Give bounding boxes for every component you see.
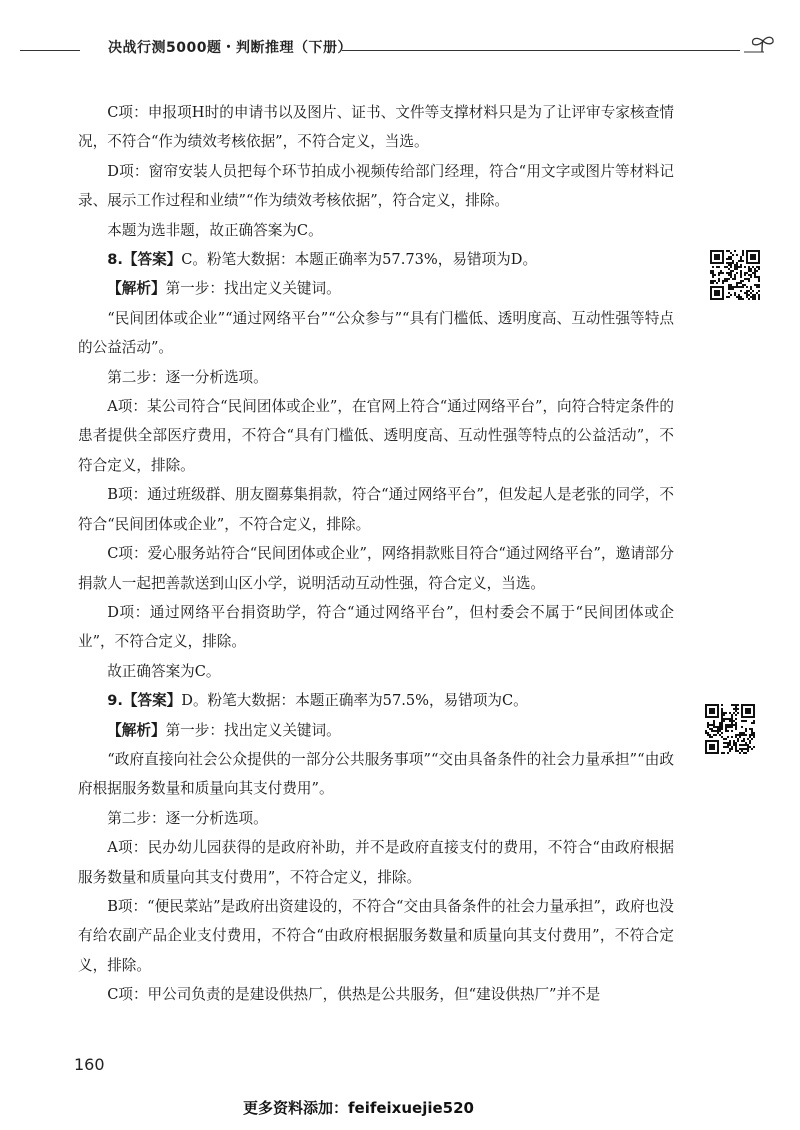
- qr-code-q9: [705, 704, 755, 754]
- page-header: [20, 34, 780, 64]
- paragraph: 故正确答案为C。: [107, 662, 221, 680]
- paragraph: “政府直接向社会公众提供的一部分公共服务事项”“交由具备条件的社会力量承担”“由政府根据服务数量和质量向其支付费用”。: [78, 750, 674, 798]
- paragraph: “民间团体或企业”“通过网络平台”“公众参与”“具有门槛低、透明度高、互动性强等特点的公益活动”。: [78, 309, 674, 357]
- paragraph: 第二步：逐一分析选项。: [107, 368, 268, 386]
- paragraph: C项：爱心服务站符合“民间团体或企业”，网络捐款账目符合“通过网络平台”，邀请部分捐款人一起把善款送到山区小学，说明活动互动性强，符合定义，当选。: [78, 545, 674, 592]
- paragraph: D项：通过网络平台捐资助学，符合“通过网络平台”，但村委会不属于“民间团体或企业”，不符合定义，排除。: [78, 603, 674, 651]
- paragraph: 第二步：逐一分析选项。: [107, 809, 268, 827]
- analysis-line-q9: 【解析】第一步：找出定义关键词。: [107, 721, 341, 739]
- header-rule-left: [20, 50, 80, 51]
- paragraph: D项：窗帘安装人员把每个环节拍成小视频传给部门经理，符合“用文字或图片等材料记录、展示工作过程和业绩”“作为绩效考核依据”，符合定义，排除。: [78, 162, 674, 210]
- paragraph: A项：某公司符合“民间团体或企业”，在官网上符合“通过网络平台”，向符合特定条件的患者提供全部医疗费用，不符合“具有门槛低、透明度高、互动性强等特点的公益活动”，不符合定义，排除。: [78, 398, 674, 474]
- footer-note: 更多资料添加：feifeixuejie520: [243, 1099, 474, 1117]
- paragraph: C项：甲公司负责的是建设供热厂，供热是公共服务，但“建设供热厂”并不是: [107, 986, 601, 1004]
- page-number: 160: [74, 1055, 105, 1074]
- header-rule-right: [342, 50, 740, 51]
- paragraph: A项：民办幼儿园获得的是政府补助，并不是政府直接支付的费用，不符合“由政府根据服务数量和质量向其支付费用”，不符合定义，排除。: [78, 839, 674, 886]
- qr-code-q8: [710, 250, 760, 300]
- paragraph: B项：通过班级群、朋友圈募集捐款，符合“通过网络平台”，但发起人是老张的同学，不符合“民间团体或企业”，不符合定义，排除。: [78, 486, 674, 533]
- answer-line-q9: 9.【答案】D。粉笔大数据：本题正确率为57.5%，易错项为C。: [107, 692, 528, 710]
- paragraph: 本题为选非题，故正确答案为C。: [107, 221, 323, 239]
- sprout-icon: [742, 34, 776, 64]
- paragraph: B项：“便民菜站”是政府出资建设的，不符合“交由具备条件的社会力量承担”，政府也没有给农副产品企业支付费用，不符合“由政府根据服务数量和质量向其支付费用”，不符合定义，排除。: [78, 897, 674, 974]
- answer-line-q8: 8.【答案】C。粉笔大数据：本题正确率为57.73%，易错项为D。: [107, 251, 538, 269]
- answer-explanations: [78, 98, 674, 1010]
- analysis-line-q8: 【解析】第一步：找出定义关键词。: [107, 280, 341, 298]
- header-title: 决战行测5000题・判断推理（下册）: [108, 40, 352, 56]
- paragraph: C项：申报项H时的申请书以及图片、证书、文件等支撑材料只是为了让评审专家核查情况，不符合“作为绩效考核依据”，不符合定义，当选。: [78, 104, 674, 151]
